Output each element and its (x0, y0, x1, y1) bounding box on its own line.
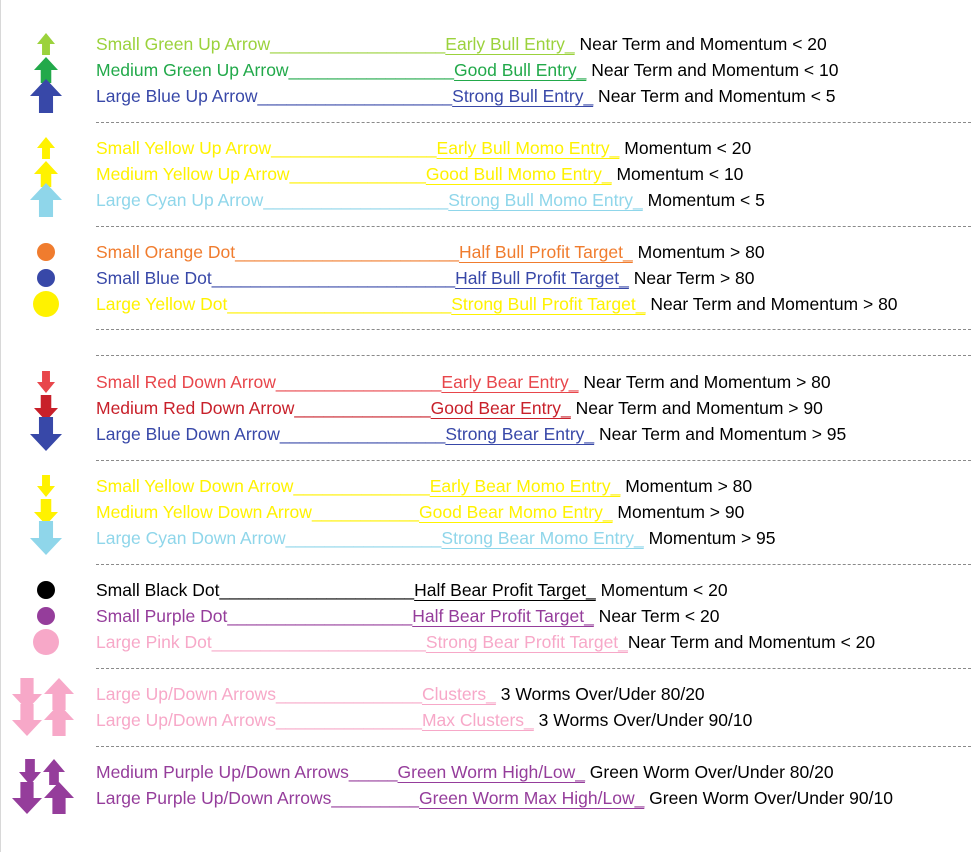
indicator-label: Medium Green Up Arrow (96, 60, 289, 80)
orange-dot-icon (37, 243, 55, 261)
signal-condition: Near Term and Momentum > 95 (594, 424, 847, 444)
signal-condition: Near Term and Momentum > 80 (578, 372, 831, 392)
blue-up-arrow-icon (30, 79, 62, 113)
signal-condition: Momentum > 80 (632, 242, 765, 262)
signal-condition: Momentum > 90 (612, 502, 745, 522)
legend-text (96, 527, 776, 549)
legend-text (96, 475, 752, 497)
dashed-separator (96, 355, 971, 356)
leader-line: ___________________ (227, 606, 413, 626)
leader-line: __________________ (270, 34, 446, 54)
signal-condition: Near Term and Momentum < 5 (593, 86, 836, 106)
signal-description: Early Bear Momo Entry_ (429, 476, 621, 496)
indicator-label: Large Blue Down Arrow (96, 424, 280, 444)
signal-description: Half Bear Profit Target_ (414, 580, 596, 600)
signal-condition: Momentum < 20 (595, 580, 728, 600)
arrow-shape (37, 475, 55, 497)
cyan-up-arrow-icon (30, 183, 62, 217)
signal-condition: Momentum > 95 (643, 528, 776, 548)
dot-shape (37, 581, 55, 599)
indicator-label: Medium Purple Up/Down Arrows (96, 762, 349, 782)
arrow-shape (37, 33, 55, 55)
arrow-shape (37, 137, 55, 159)
signal-description: Strong Bull Momo Entry_ (448, 190, 643, 210)
legend-row (0, 57, 976, 83)
legend-text (96, 33, 827, 55)
indicator-label: Large Yellow Dot (96, 294, 228, 314)
dashed-separator (96, 668, 971, 669)
legend-row (0, 265, 976, 291)
signal-description: Early Bull Momo Entry_ (436, 138, 620, 158)
leader-line: ___________ (311, 502, 419, 522)
leader-line: _________________ (271, 138, 437, 158)
legend-text (96, 423, 846, 445)
dashed-separator (96, 122, 971, 123)
arrow-shape (30, 183, 62, 217)
leader-line: ______________ (294, 398, 431, 418)
indicator-label: Large Cyan Up Arrow (96, 190, 264, 210)
dashed-separator (96, 329, 971, 330)
dashed-separator (96, 460, 971, 461)
purple-up-down-arrows-icon (12, 782, 74, 814)
leader-line: ____________________ (257, 86, 453, 106)
signal-description: Strong Bear Entry_ (445, 424, 595, 444)
legend-row (0, 629, 976, 655)
dot-shape (33, 291, 59, 317)
cyan-down-arrow-icon (30, 521, 62, 555)
leader-line: _______________ (275, 684, 422, 704)
red-down-arrow-icon (37, 371, 55, 393)
signal-condition: Near Term > 80 (628, 268, 755, 288)
legend-text (96, 709, 752, 731)
legend-row (0, 577, 976, 603)
purple-dot-icon (37, 607, 55, 625)
leader-line: ______________________ (211, 632, 426, 652)
signal-condition: Near Term and Momentum > 90 (570, 398, 823, 418)
legend-text (96, 397, 823, 419)
signal-description: Half Bull Profit Target_ (455, 268, 629, 288)
legend-text (96, 631, 875, 653)
down-arrow-shape (12, 782, 42, 814)
legend-row (0, 473, 976, 499)
leader-line: _________ (331, 788, 419, 808)
legend-text (96, 501, 744, 523)
indicator-label: Large Pink Dot (96, 632, 212, 652)
pink-up-down-arrows-icon (12, 704, 74, 736)
legend-row (0, 83, 976, 109)
legend-row (0, 395, 976, 421)
indicator-label: Small Purple Dot (96, 606, 228, 626)
dashed-separator (96, 226, 971, 227)
indicator-label: Small Yellow Up Arrow (96, 138, 272, 158)
leader-line: _________________________ (211, 268, 456, 288)
signal-condition: Green Worm Over/Under 90/10 (644, 788, 893, 808)
legend-row (0, 499, 976, 525)
legend-text (96, 267, 755, 289)
dot-shape (37, 607, 55, 625)
dot-shape (37, 269, 55, 287)
indicator-label: Small Orange Dot (96, 242, 236, 262)
signal-condition: Momentum < 10 (611, 164, 744, 184)
signal-condition: Near Term and Momentum < 20 (574, 34, 827, 54)
signal-description: Strong Bear Profit Target_ (425, 632, 628, 652)
arrow-shape (37, 371, 55, 393)
signal-description: Max Clusters_ (421, 710, 534, 730)
dot-shape (33, 629, 59, 655)
leader-line: _________________ (288, 60, 455, 80)
leader-line: _________________ (279, 424, 446, 444)
legend-row (0, 369, 976, 395)
indicator-label: Medium Yellow Down Arrow (96, 502, 312, 522)
signal-description: Good Bull Momo Entry_ (425, 164, 612, 184)
legend-row (0, 707, 976, 733)
legend-text (96, 189, 765, 211)
indicator-label: Small Green Up Arrow (96, 34, 271, 54)
dashed-separator (96, 746, 971, 747)
signal-condition: Momentum < 5 (642, 190, 765, 210)
indicator-label: Small Yellow Down Arrow (96, 476, 294, 496)
legend-row (0, 239, 976, 265)
blue-dot-icon (37, 269, 55, 287)
legend-text (96, 85, 836, 107)
signal-description: Green Worm High/Low_ (397, 762, 585, 782)
indicator-label: Large Purple Up/Down Arrows (96, 788, 332, 808)
leader-line: ________________ (285, 528, 442, 548)
signal-description: Strong Bear Momo Entry_ (441, 528, 644, 548)
indicator-label: Large Cyan Down Arrow (96, 528, 286, 548)
dot-shape (37, 243, 55, 261)
leader-line: ___________________ (263, 190, 449, 210)
legend-text (96, 371, 831, 393)
lime-up-arrow-icon (37, 33, 55, 55)
legend-row (0, 135, 976, 161)
leader-line: _______________________ (235, 242, 459, 262)
legend-row (0, 681, 976, 707)
legend-text (96, 137, 751, 159)
legend-row (0, 421, 976, 447)
signal-condition: Green Worm Over/Under 80/20 (584, 762, 834, 782)
signal-description: Green Worm Max High/Low_ (419, 788, 645, 808)
legend-row (0, 187, 976, 213)
indicator-label: Small Red Down Arrow (96, 372, 276, 392)
signal-description: Good Bear Momo Entry_ (419, 502, 613, 522)
signal-description: Early Bear Entry_ (441, 372, 579, 392)
signal-description: Half Bear Profit Target_ (412, 606, 594, 626)
blue-down-arrow-icon (30, 417, 62, 451)
legend-row (0, 31, 976, 57)
down-arrow-shape (12, 704, 42, 736)
leader-line: ____________________ (219, 580, 415, 600)
signal-description: Strong Bull Entry_ (452, 86, 594, 106)
signal-description: Strong Bull Profit Target_ (451, 294, 646, 314)
signal-condition: Near Term < 20 (593, 606, 720, 626)
yellow-dot-icon (33, 291, 59, 317)
signal-description: Good Bear Entry_ (430, 398, 571, 418)
indicator-label: Medium Yellow Up Arrow (96, 164, 290, 184)
dashed-separator (96, 564, 971, 565)
signal-description: Clusters_ (421, 684, 496, 704)
up-arrow-shape (44, 704, 74, 736)
signal-condition: Momentum < 20 (619, 138, 752, 158)
arrow-shape (30, 417, 62, 451)
leader-line: _____ (348, 762, 398, 782)
pink-dot-icon (33, 629, 59, 655)
legend-row (0, 161, 976, 187)
legend-row (0, 785, 976, 811)
arrow-shape (30, 79, 62, 113)
indicator-label: Small Black Dot (96, 580, 220, 600)
signal-condition: Near Term and Momentum < 10 (586, 60, 839, 80)
signal-condition: 3 Worms Over/Under 90/10 (533, 710, 753, 730)
legend-text (96, 683, 705, 705)
leader-line: ______________ (293, 476, 430, 496)
legend-text (96, 787, 893, 809)
legend-text (96, 579, 728, 601)
yellow-down-arrow-icon (37, 475, 55, 497)
legend-text (96, 605, 719, 627)
leader-line: _________________ (275, 372, 442, 392)
up-arrow-shape (44, 782, 74, 814)
signal-condition: Momentum > 80 (620, 476, 753, 496)
legend-row (0, 291, 976, 317)
legend-text (96, 59, 838, 81)
signal-condition: Near Term and Momentum < 20 (627, 632, 876, 652)
legend-row (0, 759, 976, 785)
signal-description: Good Bull Entry_ (454, 60, 587, 80)
indicator-label: Large Blue Up Arrow (96, 86, 258, 106)
arrow-shape (30, 521, 62, 555)
indicator-label: Small Blue Dot (96, 268, 212, 288)
leader-line: _______________________ (227, 294, 452, 314)
signal-condition: 3 Worms Over/Uder 80/20 (495, 684, 705, 704)
signal-description: Early Bull Entry_ (445, 34, 575, 54)
legend-text (96, 761, 834, 783)
yellow-up-arrow-icon (37, 137, 55, 159)
leader-line: _______________ (275, 710, 422, 730)
leader-line: ______________ (289, 164, 426, 184)
legend-text (96, 163, 743, 185)
legend-text (96, 293, 898, 315)
black-dot-icon (37, 581, 55, 599)
signal-description: Half Bull Profit Target_ (458, 242, 633, 262)
legend-text (96, 241, 765, 263)
indicator-label: Medium Red Down Arrow (96, 398, 295, 418)
legend-row (0, 603, 976, 629)
indicator-label: Large Up/Down Arrows (96, 684, 276, 704)
legend-row (0, 525, 976, 551)
signal-condition: Near Term and Momentum > 80 (645, 294, 898, 314)
indicator-label: Large Up/Down Arrows (96, 710, 276, 730)
